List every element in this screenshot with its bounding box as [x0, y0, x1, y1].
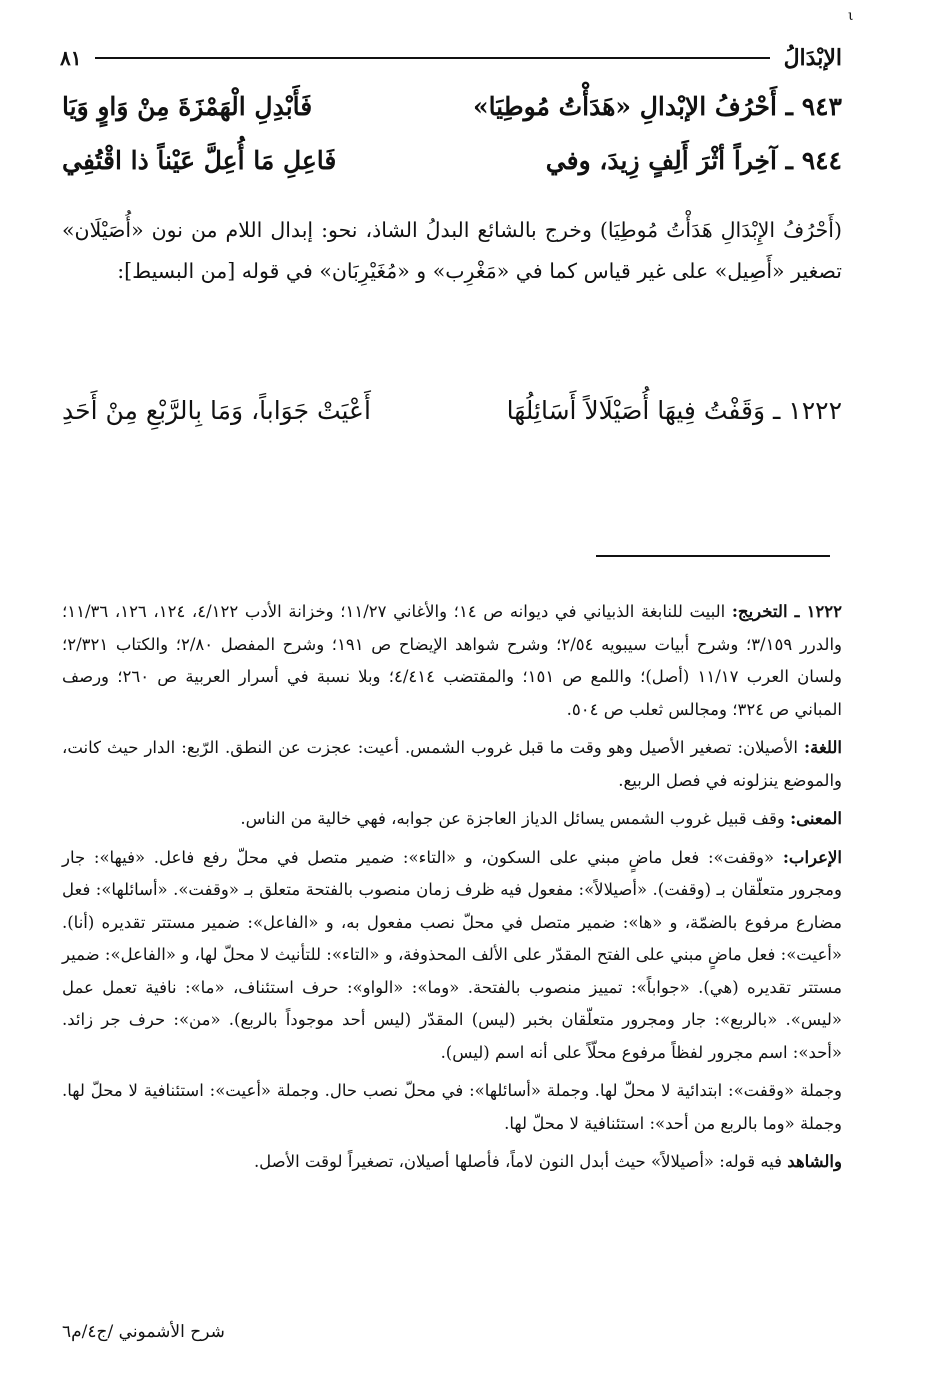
note-irab: الإعراب: «وقفت»: فعل ماضٍ مبني على السكون، و «التاء»: ضمير متصل في محلّ رفع فاعل. «فيها»: جار ومجرور متعلّقان بـ (وقفت). «أصيلالاً»: مفعول فيه ظرف زمان منصوب بالفتحة متعلق بـ «وقفت». «أسائلها»: فعل مضارع مرفوع بالضمّة، و «ها»: ضمير متصل في محلّ نصب مفعول به، و «الفاعل»: ضمير مستتر تقديره (أنا). «أعيت»: فعل ماضٍ مبني على الفتح المقدّر على الألف المحذوفة، و «التاء»: للتأنيث لا محلّ لها، و «الفاعل»: ضمير مستتر تقديره (هي). «جواباً»: تمييز منصوب بالفتحة. «وما»: «الواو»: حرف استئناف، «ما»: نافية تعمل عمل «ليس». «بالربع»: جار ومجرور متعلّقان بخبر (ليس) المقدّر (ليس أحد موجوداً بالربع). «من»: حرف جر زائد. «أحد»: اسم مجرور لفظاً مرفوع محلّاً على أنه اسم (ليس).	[62, 847, 842, 1062]
verse-number: ١٢٢٢	[788, 395, 842, 425]
footnote-separator	[596, 555, 830, 557]
note-label: الإعراب:	[782, 847, 842, 867]
header-rule	[95, 57, 769, 59]
verse-second-hemistich: أَعْيَتْ جَوَاباً، وَمَا بِالرَّبْعِ مِنْ أَحَدِ	[62, 395, 371, 425]
verse-number: ٩٤٤	[801, 145, 842, 175]
verse-first-hemistich: ٩٤٣ ـ أَحْرُفُ الإبْدالِ «هَدَأْتُ مُوطِيَا»	[472, 91, 842, 121]
verse-second-hemistich: فَاعِلِ مَا أُعِلَّ عَيْناً ذا اقْتُفِي	[62, 145, 337, 175]
note-label: المعنى:	[790, 809, 842, 828]
commentary-paragraph: (أَحْرُفُ الإِبْدَالِ هَدَأْتُ مُوطِيَا) وخرج بالشائع البدلُ الشاذ، نحو: إبدال اللام من نون «أُصَيْلَان» تصغير «أَصِيل» على غير قياس كما في «مَغْرِب» و «مُغَيْرِبَان» في قوله [من البسيط]:	[62, 218, 842, 283]
note-lugha: اللغة: الأصيلان: تصغير الأصيل وهو وقت ما قبل غروب الشمس. أعيت: عجزت عن النطق. الرّبع: الدار حيث كانت، والموضع ينزلونه في فصل الربيع.	[62, 738, 842, 790]
note-label: ١٢٢٢ ـ التخريج:	[731, 602, 843, 621]
page-footer: شرح الأشموني /ج٤/م٦	[62, 1322, 225, 1342]
verse-first-hemistich: ١٢٢٢ ـ وَقَفْتُ فِيهَا أُصَيْلَالاً أَسَائِلُهَا	[506, 395, 842, 425]
note-mana: المعنى: وقف قبيل غروب الشمس يسائل الدياز العاجزة عن جوابه، فهي خالية من الناس.	[240, 809, 842, 828]
note-jumal: وجملة «وقفت»: ابتدائية لا محلّ لها. وجملة «أسائلها»: في محلّ نصب حال. وجملة «أعيت»: استئنافية لا محلّ لها. وجملة «وما بالربع من أحد»: استئنافية لا محلّ لها.	[62, 1081, 842, 1133]
verse-943	[62, 84, 842, 128]
footnotes	[62, 596, 842, 1185]
verse-first-hemistich: ٩٤٤ ـ آخِراً أثْرَ أَلِفٍ زِيدَ، وفي	[545, 145, 842, 175]
note-shahid: والشاهد فيه قوله: «أصيلالاً» حيث أبدل النون لاماً، فأصلها أصيلان، تصغيراً لوقت الأصل.	[253, 1152, 842, 1171]
page-number: ٨١	[60, 46, 82, 70]
note-label: والشاهد	[787, 1152, 842, 1171]
chapter-title: الإبْدَالُ	[783, 45, 842, 71]
note-label: اللغة:	[804, 738, 842, 757]
poetry-verse-1222	[62, 388, 842, 432]
page-header	[60, 38, 842, 78]
note-takhrij: ١٢٢٢ ـ التخريج: البيت للنابغة الذبياني في ديوانه ص ١٤؛ والأغاني ١١/٢٧؛ وخزانة الأدب ٤/١٢٢، ١٢٤، ١٢٦، ١١/٣٦؛ والدرر ٣/١٥٩؛ وشرح أبيات سيبويه ٢/٥٤؛ وشرح شواهد الإيضاح ص ١٩١؛ وشرح المفصل ٢/٨٠؛ والكتاب ٢/٣٢١؛ ولسان العرب ١١/١٧ (أصل)؛ واللمع ص ١٥١؛ والمقتضب ٤/٤١٤؛ وبلا نسبة في أسرار العربية ص ٢٦٠؛ ورصف المباني ص ٣٢٤؛ ومجالس ثعلب ص ٥٠٤.	[62, 602, 843, 719]
verse-number: ٩٤٣	[801, 91, 842, 121]
margin-mark: ι	[848, 8, 854, 24]
verse-second-hemistich: فَأَبْدِلِ الْهَمْزَةَ مِنْ وَاوٍ وَيَا	[62, 91, 313, 121]
verse-944	[62, 138, 842, 182]
